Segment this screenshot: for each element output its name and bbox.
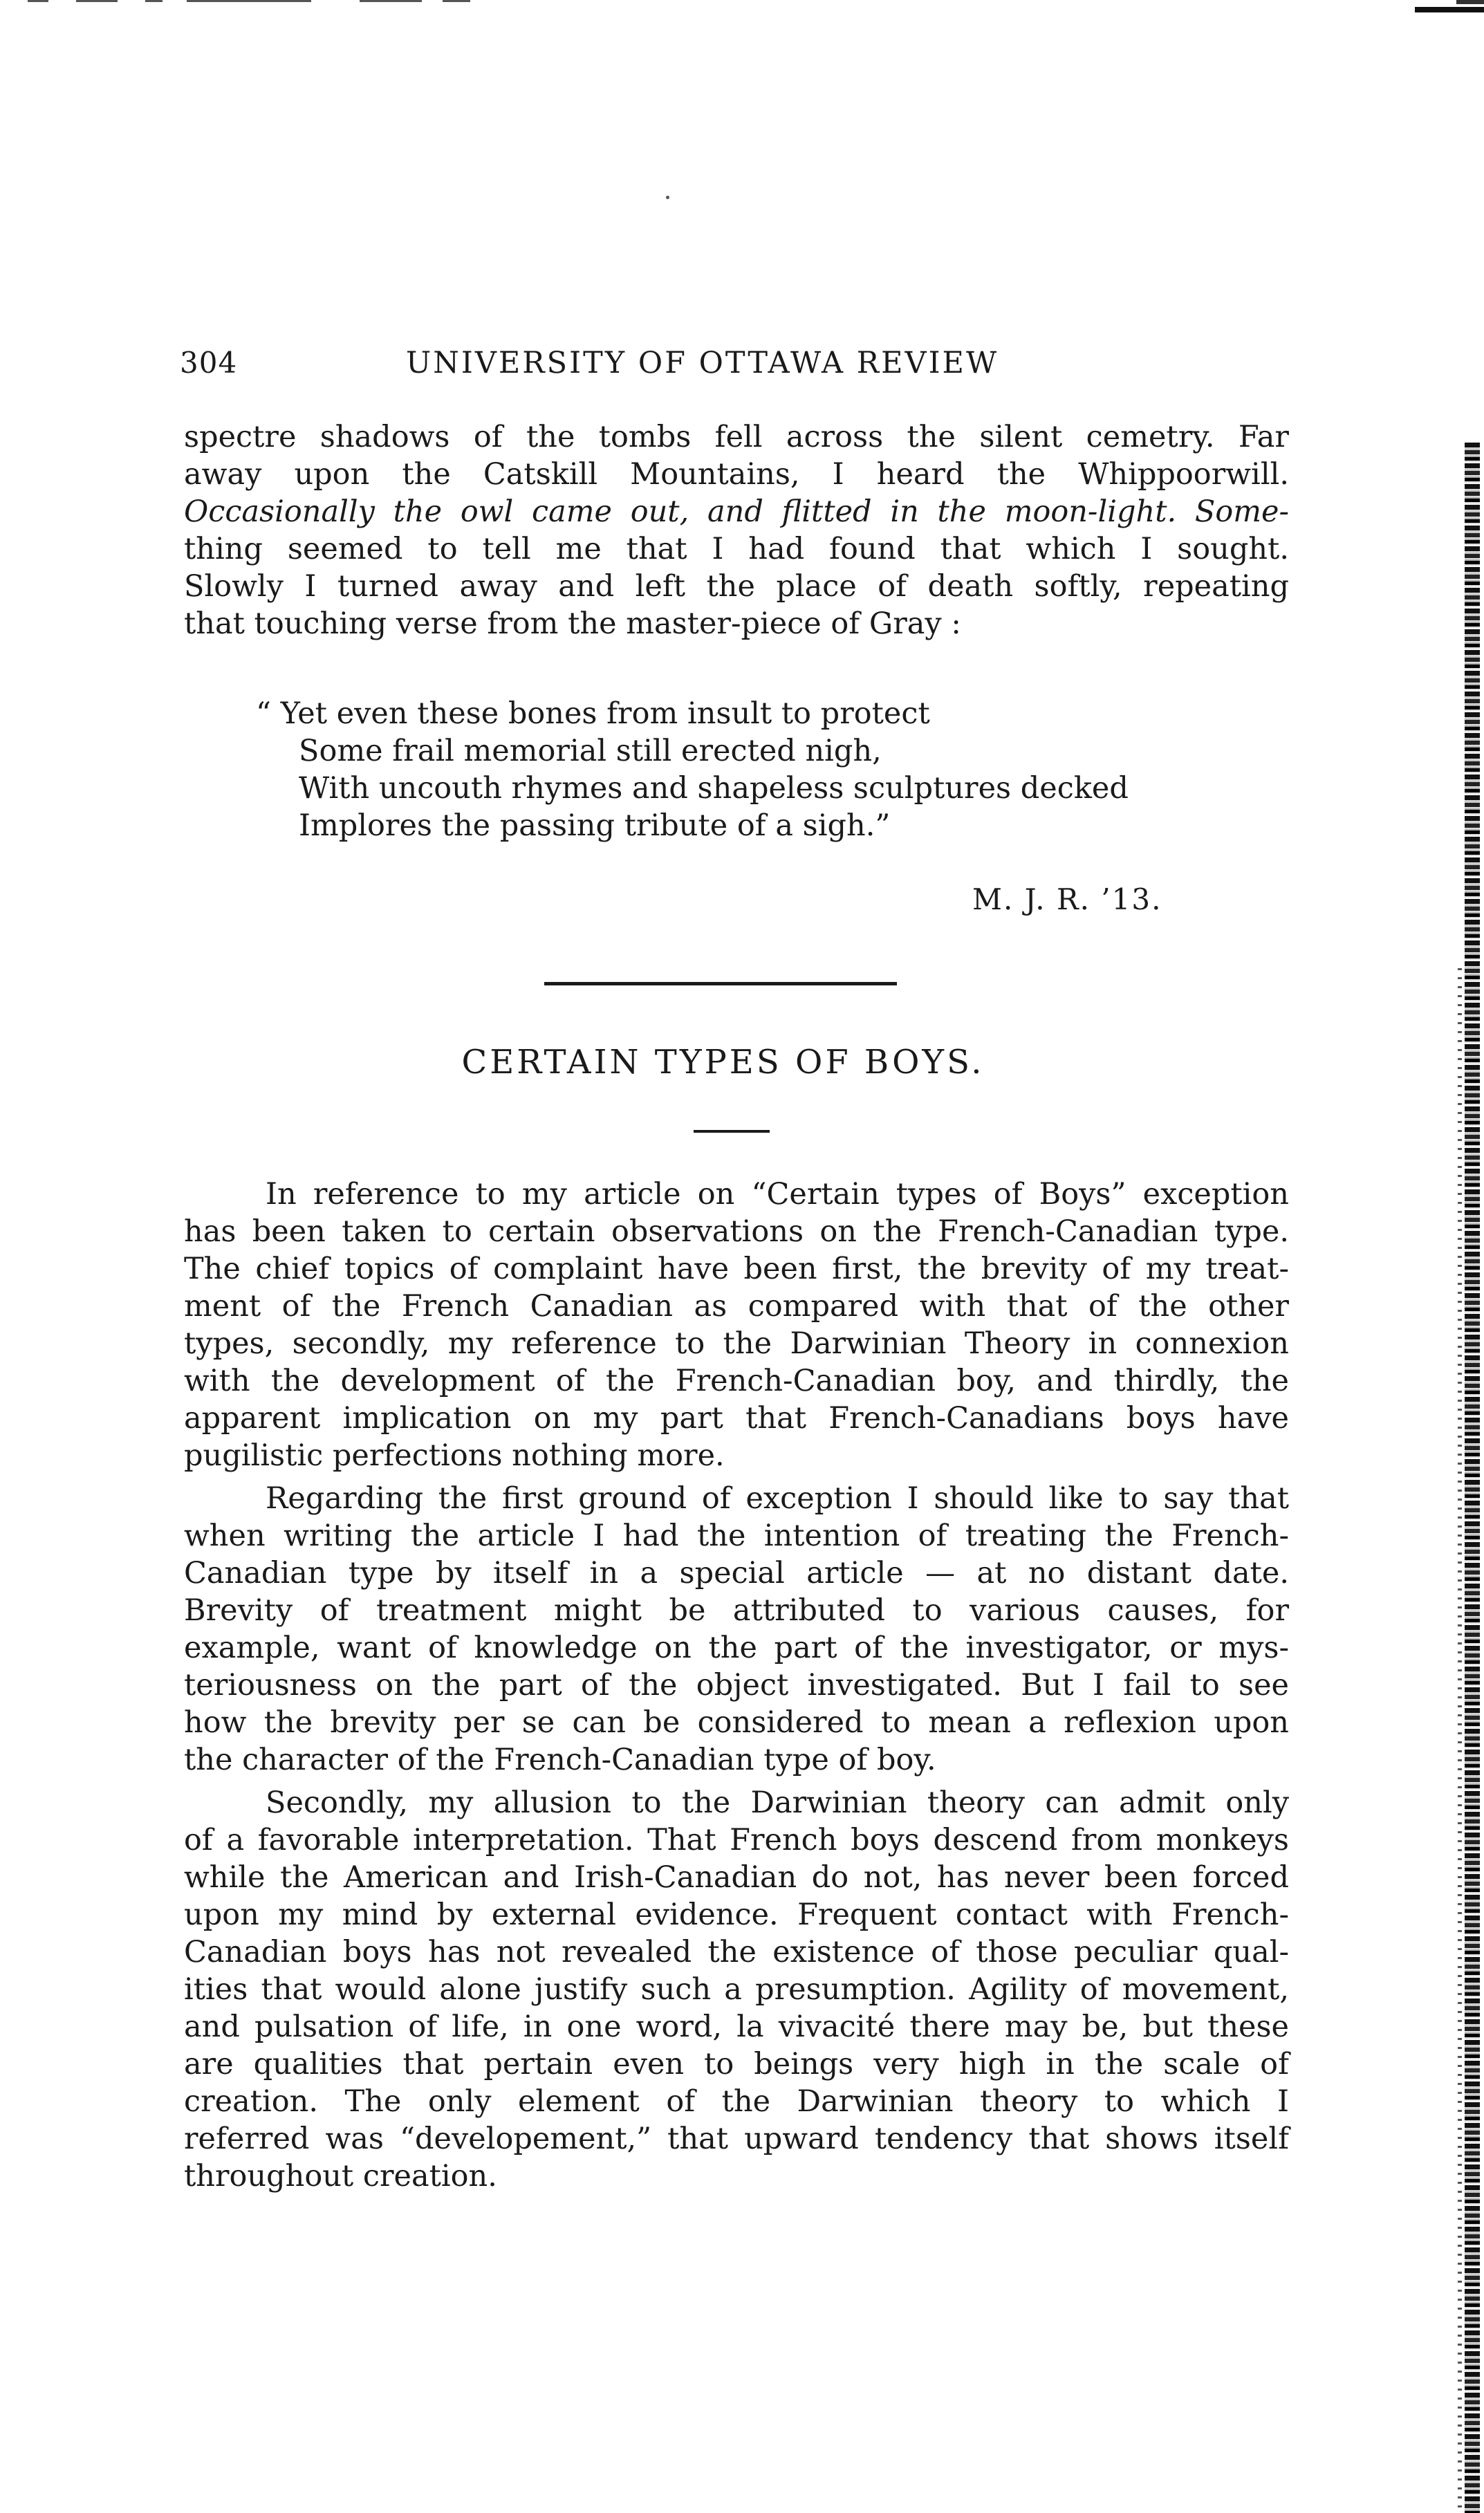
text-line: has been taken to certain observations on the French-Canadian type. [184,1214,1289,1249]
article-paragraph-3 [184,1784,1289,2195]
text-line: example, want of knowledge on the part of the investigator, or mys- [184,1631,1289,1665]
text-line: that touching verse from the master-piece of Gray : [184,606,961,641]
scan-page-edge [1465,443,1480,2513]
text-line: Slowly I turned away and left the place of death softly, repeating [184,569,1289,604]
article-title: CERTAIN TYPES OF BOYS. [461,1043,985,1082]
article-paragraph-2 [184,1480,1289,1779]
text-line: creation. The only element of the Darwinian theory to which I [184,2084,1289,2119]
text-line: Canadian type by itself in a special article — at no distant date. [184,1556,1289,1591]
verse-line: Some frail memorial still erected nigh, [299,734,882,768]
quoted-verse [256,695,1224,844]
text-line: types, secondly, my reference to the Darwinian Theory in connexion [184,1326,1289,1361]
text-line: apparent implication on my part that French-Canadians boys have [184,1401,1289,1436]
running-head: UNIVERSITY OF OTTAWA REVIEW [406,346,999,380]
text-line: with the development of the French-Canadian boy, and thirdly, the [184,1364,1289,1398]
section-divider [544,982,897,985]
verse-line: With uncouth rhymes and shapeless sculptures decked [299,771,1129,806]
text-line: Brevity of treatment might be attributed to various causes, for [184,1593,1289,1628]
text-line: throughout creation. [184,2159,497,2194]
verse-line: “ Yet even these bones from insult to protect [256,696,930,731]
text-line: are qualities that pertain even to beings very high in the scale of [184,2047,1289,2081]
scan-corner-mark [1456,0,1484,4]
page-number: 304 [180,346,238,380]
scan-corner-bar [1415,7,1484,12]
verse-line: Implores the passing tribute of a sigh.” [299,808,891,843]
text-line: pugilistic perfections nothing more. [184,1438,725,1473]
scan-page-edge-inner [1458,968,1462,2513]
text-line: away upon the Catskill Mountains, I heard the Whippoorwill. [184,457,1289,492]
text-line: the character of the French-Canadian type of boy. [184,1743,936,1777]
text-line: In reference to my article on “Certain types of Boys” exception [266,1177,1289,1212]
text-line: spectre shadows of the tombs fell across the silent cemetry. Far [184,420,1289,454]
author-signature: M. J. R. ’13. [972,882,1162,916]
text-line-italic [184,493,1289,530]
text-line: Secondly, my allusion to the Darwinian theory can admit only [266,1786,1289,1820]
text-line: thing seemed to tell me that I had found that which I sought. [184,532,1289,566]
italic-text: Occasionally the owl came out, and flitted in the moon-light. Some- [184,494,1289,529]
title-rule [694,1130,770,1133]
continuation-paragraph [184,418,1289,642]
text-line: how the brevity per se can be considered to mean a reflexion upon [184,1705,1289,1740]
scan-edge-noise [0,0,1484,10]
text-line: Regarding the first ground of exception I should like to say that [266,1481,1289,1516]
text-line: when writing the article I had the intention of treating the French- [184,1519,1289,1553]
scan-speck [666,196,669,199]
text-line: ment of the French Canadian as compared with that of the other [184,1289,1289,1324]
text-line: teriousness on the part of the object investigated. But I fail to see [184,1668,1289,1703]
text-line: of a favorable interpretation. That French boys descend from monkeys [184,1823,1289,1857]
text-line: ities that would alone justify such a presumption. Agility of movement, [184,1972,1289,2007]
text-line: referred was “developement,” that upward tendency that shows itself [184,2122,1289,2156]
text-line: Canadian boys has not revealed the existence of those peculiar qual- [184,1935,1289,1969]
text-line: and pulsation of life, in one word, la vivacité there may be, but these [184,2010,1289,2044]
text-line: while the American and Irish-Canadian do not, has never been forced [184,1860,1289,1895]
article-paragraph-1 [184,1176,1289,1474]
text-line: The chief topics of complaint have been first, the brevity of my treat- [184,1252,1289,1286]
text-line: upon my mind by external evidence. Frequent contact with French- [184,1898,1289,1932]
page-header [180,346,1065,387]
